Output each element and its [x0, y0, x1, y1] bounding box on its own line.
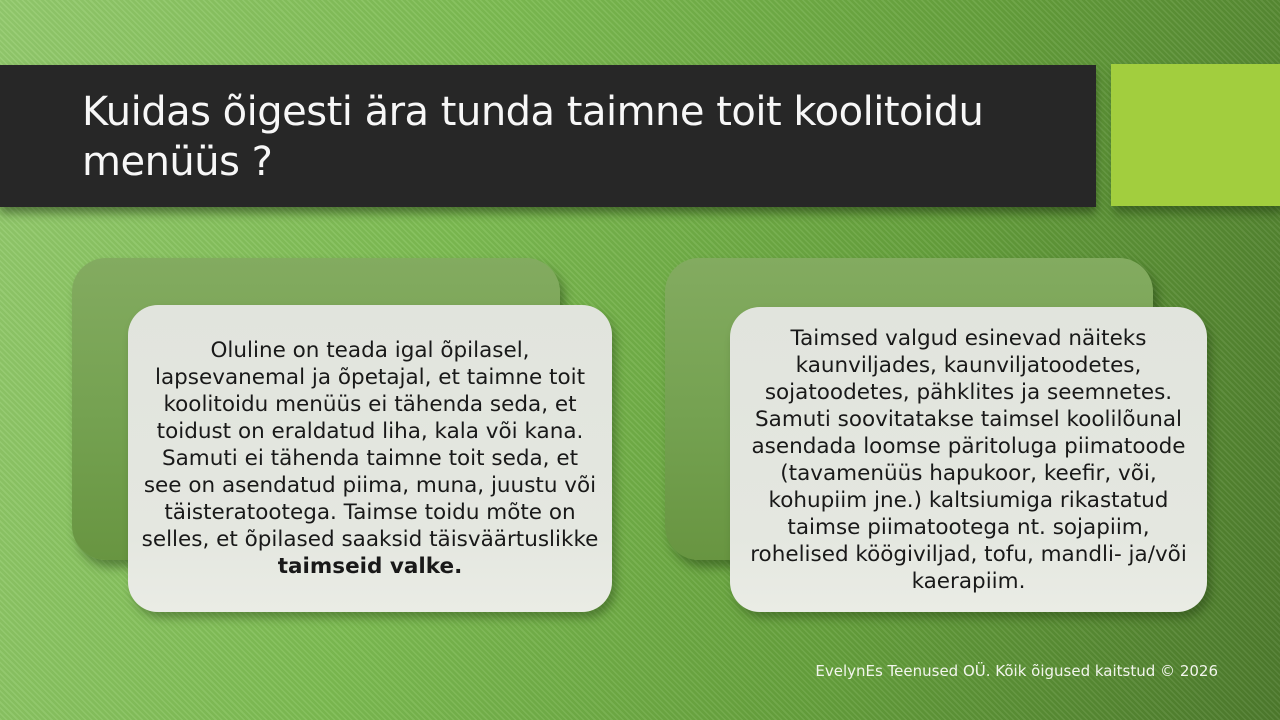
left-card-body-panel	[128, 305, 612, 612]
slide-title: Kuidas õigesti ära tunda taimne toit koolitoidu menüüs ?	[82, 89, 984, 185]
left-card-text-bold: taimseid valke.	[277, 554, 463, 579]
right-card-body-panel	[730, 307, 1207, 612]
right-card-text-regular: Taimsed valgud esinevad näiteks kaunviljades, kaunviljatoodetes, sojatoodetes, pähklites ja seemnetes. Samuti soovitatakse taimsel koolilõunal asendada loomse päritoluga piimatoode (tavamenüüs hapukoor, keefir, või, kohupiim jne.) kaltsiumiga rikastatud taimse piimatootega nt. sojapiim, rohelised köögiviljad, tofu, mandli- ja/või kaerapiim.	[750, 325, 1187, 594]
title-bar	[0, 65, 1096, 207]
left-card-text-regular: Oluline on teada igal õpilasel, lapsevanemal ja õpetajal, et taimne toit koolitoidu menüüs ei tähenda seda, et toidust on eraldatud liha, kala või kana. Samuti ei tähenda taimne toit seda, et see on asendatud piima, muna, juustu või täisteratootega. Taimse toidu mõte on selles, et õpilased saaksid täisväärtuslikke	[141, 338, 599, 552]
left-card-text	[140, 337, 600, 580]
right-card-text	[742, 325, 1195, 595]
footer-credit: EvelynEs Teenused OÜ. Kõik õigused kaitstud © 2026	[815, 662, 1218, 680]
accent-rectangle	[1111, 64, 1280, 206]
